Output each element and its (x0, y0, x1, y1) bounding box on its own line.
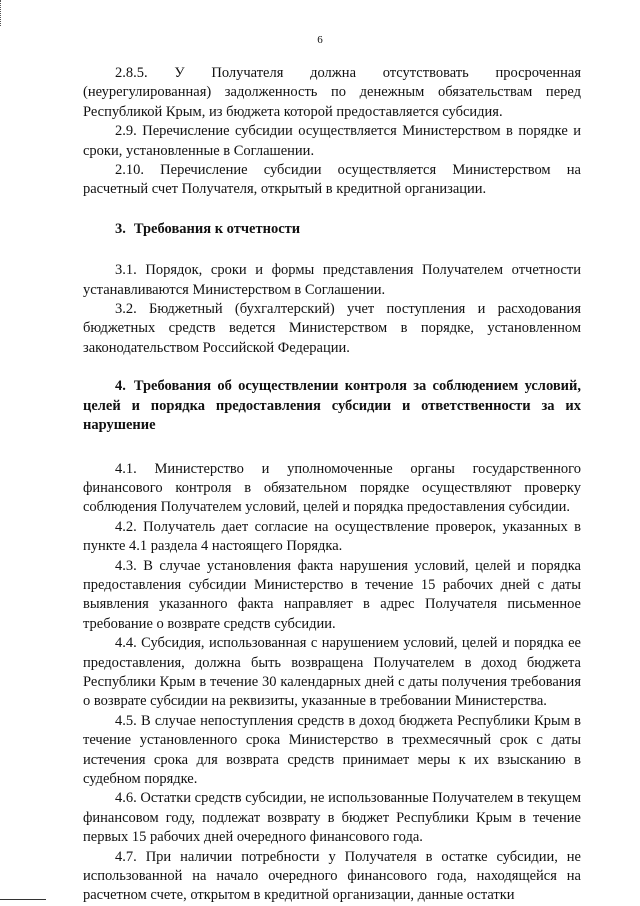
paragraph-4-3: 4.3. В случае установления факта нарушения условий, целей и порядка предоставления субсидии Министерство в течение 15 рабочих дней с даты выявления указанного факта направляет в адрес Получателя письменное требование о возврате средств субсидии. (83, 557, 581, 632)
paragraph-2-9: 2.9. Перечисление субсидии осуществляется Министерством в порядке и сроки, установленные в Соглашении. (83, 123, 581, 159)
paragraph-3-2: 3.2. Бюджетный (бухгалтерский) учет поступления и расходования бюджетных средств ведется Министерством в порядке, установленном законодательством Российской Федерации. (83, 301, 581, 356)
section-heading-4 (83, 377, 581, 435)
section-heading-3 (83, 220, 581, 239)
scan-margin-mark (0, 0, 4, 26)
paragraph-4-7: 4.7. При наличии потребности у Получателя в остатке субсидии, не использованной на начало очередного финансового года, находящейся на расчетном счете, открытом в кредитной организации, данные остатки (83, 848, 581, 904)
paragraph-4-1: 4.1. Министерство и уполномоченные органы государственного финансового контроля в обязательном порядке осуществляют проверку соблюдения Получателем условий, целей и порядка предоставления субсидии. (83, 460, 581, 516)
paragraph-4-2: 4.2. Получатель дает согласие на осуществление проверок, указанных в пункте 4.1 раздела 4 настоящего Порядка. (83, 518, 581, 555)
paragraph-3-1: 3.1. Порядок, сроки и формы представления Получателем отчетности устанавливаются Министерством в Соглашении. (83, 262, 581, 298)
page-number: 6 (317, 34, 323, 46)
section-number: 3. (115, 220, 126, 237)
footer-rule (0, 899, 46, 900)
section-number: 4. (115, 378, 126, 395)
document-body (83, 64, 581, 906)
section-title: Требования к отчетности (133, 220, 301, 237)
section-title: Требования об осуществлении контроля за соблюдением условий, целей и порядка предоставления субсидии и ответственности за их нарушение (83, 378, 581, 434)
paragraph-4-6: 4.6. Остатки средств субсидии, не использованные Получателем в текущем финансовом году, подлежат возврату в бюджет Республики Крым в течение первых 15 рабочих дней очередного финансового года. (83, 790, 581, 846)
paragraph-2-10: 2.10. Перечисление субсидии осуществляется Министерством на расчетный счет Получателя, открытый в кредитной организации. (83, 162, 581, 198)
paragraph-4-5: 4.5. В случае непоступления средств в доход бюджета Республики Крым в течение установленного срока Министерство в трехмесячный срок с даты истечения срока для возврата средств принимает меры к их взысканию в судебном порядке. (83, 712, 581, 787)
paragraph-4-4: 4.4. Субсидия, использованная с нарушением условий, целей и порядка ее предоставления, должна быть возвращена Получателем в доход бюджета Республики Крым в течение 30 календарных дней с даты получения требования о возврате субсидии на реквизиты, указанные в требовании Министерства. (83, 635, 581, 710)
paragraph-2-8-5: 2.8.5. У Получателя должна отсутствовать просроченная (неурегулированная) задолженность по денежным обязательствам перед Республикой Крым, из бюджета которой предоставляется субсидия. (83, 65, 581, 120)
